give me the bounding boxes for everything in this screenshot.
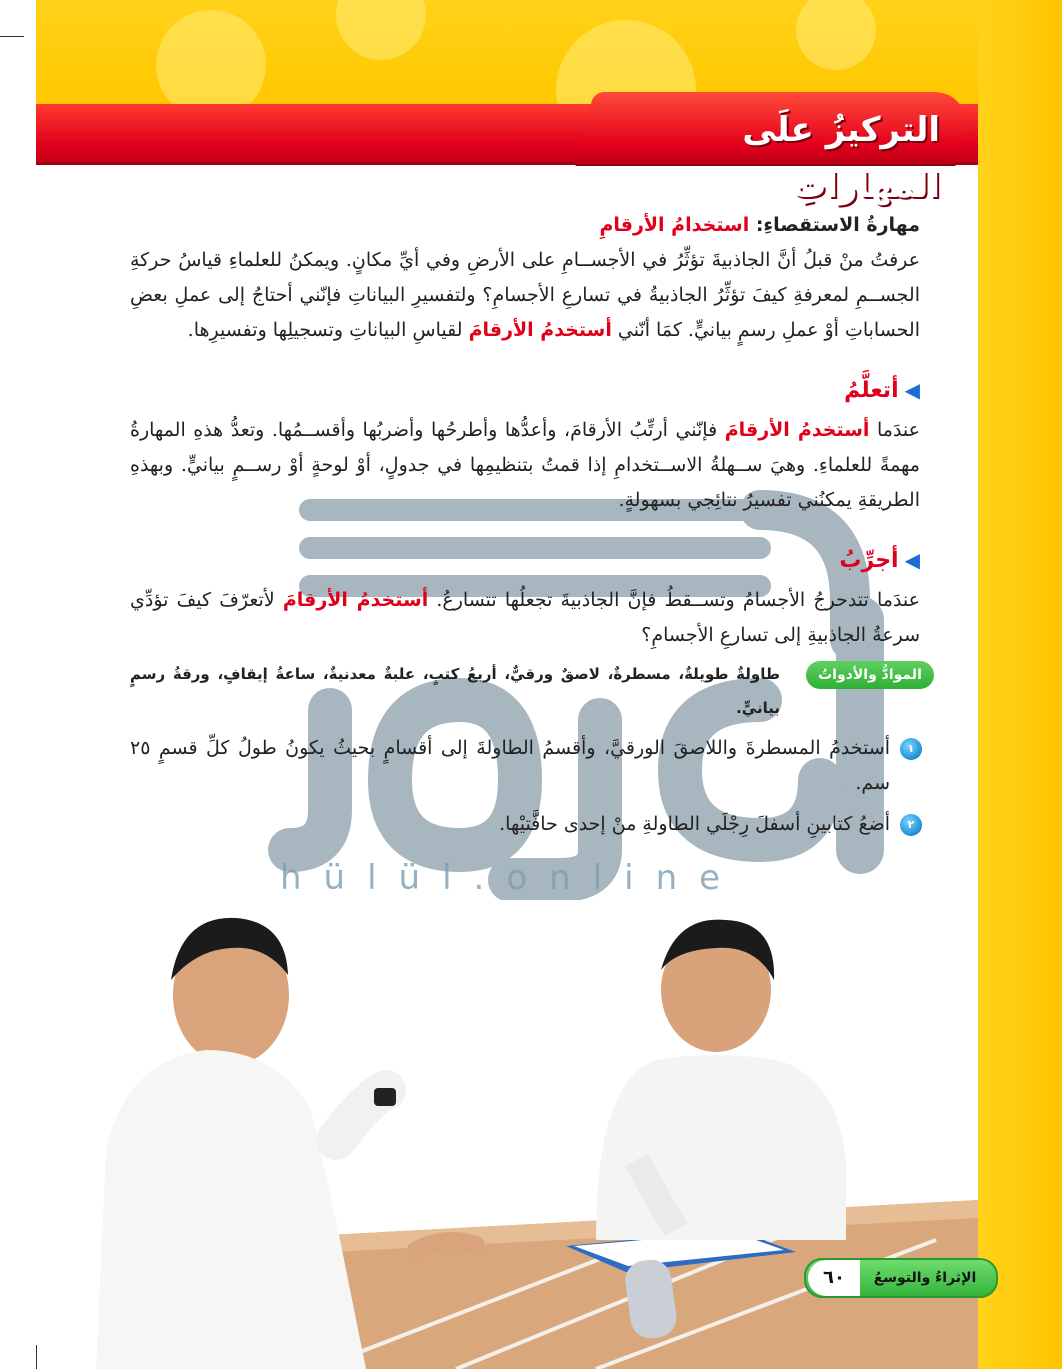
footer-section-label: الإثراءُ والتوسعُ xyxy=(873,1270,977,1286)
triangle-arrow-icon: ◀ xyxy=(904,378,920,402)
learn-heading xyxy=(130,372,920,409)
learn-text-end: فإنّني أرتِّبُ الأرقامَ، وأعدُّها وأطرحُها وأضربُها وأقســمُها. وتعدُّ هذهِ المهارةُ مهمةً للعلماءِ. وهيَ ســهلةُ الاســتخدامِ إذا قمتُ بتنظيمِها في جدولٍ، أوْ لوحةٍ أوْ رســمٍ بيانيٍّ. وبهذهِ الطريقةِ يمكنُني تفسيرُ نتائِجي بسهولةٍ. xyxy=(130,419,920,511)
try-heading-label: أجرِّبُ xyxy=(839,548,899,573)
intro-text: عرفتُ منْ قبلُ أنَّ الجاذبيةَ تؤثِّرُ في الأجســامِ على الأرضِ وفي أيِّ مكانٍ. ويمكنُ للعلماءِ قياسُ حركةِ الجســمِ لمعرفةِ كيفَ تؤثِّرُ الجاذبيةُ في تسارعِ الأجسامِ؟ ولتفسيرِ البياناتِ فإنّني أحتاجُ إلى عملِ بعضِ الحساباتِ أوْ عملِ رسمٍ بيانيٍّ. كمَا أنّني xyxy=(130,249,920,341)
try-heading xyxy=(130,542,920,579)
try-paragraph xyxy=(130,583,920,653)
intro-text-end: لقياسِ البياناتِ وتسجيلِها وتفسيرِها. xyxy=(187,319,469,341)
step-number-badge: ١ xyxy=(900,738,922,760)
step-text: أضعُ كتابينِ أسفلَ رِجْلَي الطاولةِ منْ إحدى حافَّتيْها. xyxy=(499,813,890,835)
step-item xyxy=(130,731,920,801)
step-number-badge: ٢ xyxy=(900,814,922,836)
triangle-arrow-icon: ◀ xyxy=(904,548,920,572)
page-title: التركيزُ علَى المهاراتِ xyxy=(742,110,940,206)
skill-prefix: مهارةُ الاستقصاءِ: xyxy=(749,214,920,236)
side-band xyxy=(978,0,1062,1369)
page-number: ٦٠ xyxy=(808,1260,860,1296)
learn-paragraph xyxy=(130,413,920,518)
students-photo xyxy=(36,900,978,1369)
learn-heading-label: أتعلَّمُ xyxy=(844,378,899,403)
crop-mark xyxy=(0,36,24,37)
intro-paragraph xyxy=(130,243,920,348)
learn-highlight: أستخدمُ الأرقامَ xyxy=(724,419,870,441)
try-highlight: أستخدمُ الأرقامَ xyxy=(282,589,429,611)
try-text: عندَما تتدحرجُ الأجسامُ وتســقطُ فإنَّ الجاذبيةَ تجعلُها تتسارعُ. xyxy=(428,589,920,611)
skill-name: استخدامُ الأرقامِ xyxy=(599,214,750,236)
watermark-text: hülül.online xyxy=(280,858,743,898)
skill-line xyxy=(130,208,920,243)
learn-text: عندَما xyxy=(869,419,920,441)
materials-badge: الموادُّ والأدواتُ xyxy=(806,661,934,689)
intro-highlight: أستخدمُ الأرقامَ xyxy=(468,319,612,341)
step-text: أستخدمُ المسطرةَ واللاصقَ الورقيَّ، وأقسمُ الطاولةَ إلى أقسامٍ بحيثُ يكونُ طولُ كلِّ قسمٍ ٢٥ سم. xyxy=(130,737,890,794)
try-text-end: لأتعرّفَ كيفَ تؤدِّي سرعةُ الجاذبيةِ إلى تسارعِ الأجسامِ؟ xyxy=(130,589,920,646)
materials-block xyxy=(130,657,920,725)
step-item xyxy=(130,807,920,842)
materials-list: طاولةٌ طويلةٌ، مسطرةٌ، لاصقٌ ورقيٌّ، أربعُ كتبٍ، علبةٌ معدنيةٌ، ساعةُ إيقافٍ، ورقةُ رسمٍ بيانيٍّ. xyxy=(130,665,780,717)
main-content xyxy=(130,208,920,842)
